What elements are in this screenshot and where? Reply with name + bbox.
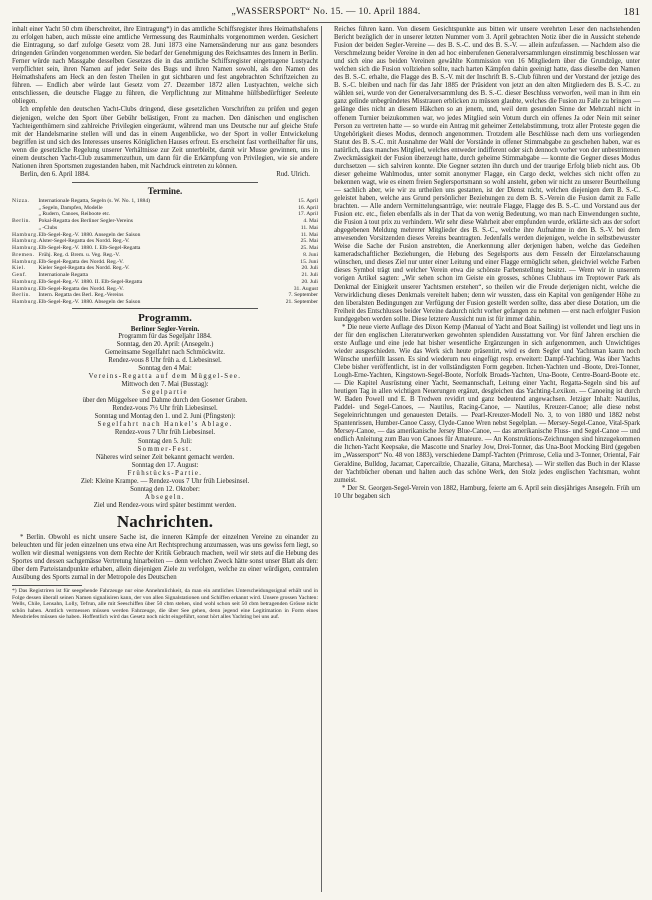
termine-event: Elb-Segel-Reg.-V. 1880. Ansegeln der Saison xyxy=(38,231,141,238)
termine-row xyxy=(12,205,318,212)
termine-place: Hamburg. xyxy=(12,278,39,285)
termine-event: Internationale Regatta, Segeln (s. W. No. 1, 1884) xyxy=(38,197,150,204)
termine-event: Intern. Regatta des Berl. Reg.-Vereins xyxy=(38,292,124,299)
termine-event: „ -Clubs xyxy=(38,224,58,231)
termine-place: Berlin. xyxy=(12,292,31,299)
programm-line: Sonntag den 4 Mai: xyxy=(138,365,192,373)
termine-event: „ Segeln, Dampfen, Modelle xyxy=(38,204,103,211)
programm-line: Sonntag den 17. August: xyxy=(131,461,199,469)
termine-date: 7. September xyxy=(288,292,318,299)
termine-place: Hamburg. xyxy=(12,238,39,245)
programm-line: Mittwoch den 7. Mai (Busstag): xyxy=(121,381,209,389)
programm-line: Sonntag den 5. Juli: xyxy=(138,437,192,445)
termine-table xyxy=(12,198,318,306)
nachrichten-paragraph: * Berlin. Obwohl es nicht unsere Sache ist, die inneren Kämpfe der einzelnen Vereine zu einander zu beleuchten und für jeden einzelnen uns etwa eine Art Rechtsprechung anzumassen, was uns gewiss fern liegt, so wollen wir diesmal wenigstens von dem Rechte der Kritik Gebrauch machen, weil wir stets auf die Hebung des Sportes und dessen sachgemässe Vertretung hinarbeiten — denn welchen Zweck hätte sonst unser Blatt als den: über dem Parteistandpunkte erhaben, allein diejenigen Ziele zu verfolgen, welche zu einer würdigen, centralen Ausübung des Sports zumal in der Metropole des Deutschen xyxy=(12,533,318,582)
termine-row xyxy=(12,245,318,252)
programm-line: Gemeinsame Segelfahrt nach Schmöckwitz. xyxy=(104,348,226,356)
programm-line: über den Müggelsee und Dahme durch den Gosener Graben. xyxy=(82,397,248,405)
termine-place: Hamburg. xyxy=(12,231,39,238)
article-paragraph: Ich empfehle den deutschen Yacht-Clubs dringend, diese gesetzlichen Vorschriften zu prüfen und gegen diejenigen, welche den Sport über Gebühr belästigen, Front zu machen. Den dänischen und englischen Yachteigenthümern sind zahlreiche Privilegien eingeräumt, während man uns Deutsche nur auf gleiche Stufe mit der Handelsmarine stellen will und das in einem Augenblicke, wo der Sport in voller Entwickelung begriffen ist und sich des Interesses unseres Königlichen Hauses erfreut. Es erscheint fast vortheilhafter für uns, wenn die gesetzliche Regelung unserer Verhältnisse zur Zeit unterbleibt, damit wir Musse gewinnen, uns in einem deutschen Yacht-Club zusammenzuthun, um dann für die Erkämpfung von Privilegien, wie sie andere Nationen ihren Sportsmen zugestanden haben, mit Nachdruck eintreten zu können. xyxy=(12,106,318,170)
programm-lines xyxy=(12,333,318,510)
termine-place: Genf. xyxy=(12,272,28,279)
termine-event: Kieler Segel-Regatta des Nordd. Reg.-V. xyxy=(38,265,130,272)
section-rule xyxy=(72,308,258,309)
termine-date: 15. April xyxy=(298,197,318,204)
programm-line: Frühstücks-Partie. xyxy=(127,469,203,477)
signature-author: Rud. Ulrich. xyxy=(276,170,310,178)
termine-place xyxy=(12,225,38,232)
news-paragraph: Reiches führen kann. Von diesem Gesichtspunkte aus bitten wir unsere verehrten Leser den nachstehenden Bericht bezüglich der in unserer letzten Nummer vom 3. April gebrachten Notiz über die in Aussicht stehende Fusion der beiden Segler-Vereine — des B. S.-C. und des B. S.-V. — allein aufzufassen. — Nachdem also die Verschmelzung beider Vereine in den ad hoc einberufenen Generalversammlungen einstimmig beschlossen war und sich eine aus beiden Vereinen gewählte Kommission von 16 Mitgliedern über die Grundzüge, unter welchen sich die Fusion vollziehen sollte, nach harten Kämpfen dahin geeinigt hatte, dass dieselbe den Namen des B. S.-C. erhalte, die Flagge des B. S.-V. mit der Inschrift B. S.-Club führen und der Vorstand der jetzige des B. S.-C. bleiben und nach für das Jahr 1885 der Präsident von jetzt an den alten Mitgliedern des B. S.-C. zu wählen sei, wurde von der Generalversammlung des B. S.-C. dieser Beschluss verworfen, weil man in ihm ein ganz gelinde unbegründetes Misstrauen erblicken zu müssen glaubte, welches die Fusion zu Falle zu bringen — gelänge dies nicht an diesem Häkchen so an jenem, und, weil dem gesunden Sinne der Mehrzahl nicht in offenem Turnier beizukommen war, wo jedes Mitglied sein Votum durch ein offenes Ja oder Nein mit seiner Person zu vertreten hatte — so wurde ein Antrag mit geheimer Zettelabstimmung, trotz aller Proteste gegen die Ungehörigkeit dieses Modus, dennoch angenommen. Trotzdem alle Beschlüsse nach dem uns vorliegenden Statut des B. S.-C. mit Ausnahme der Wahl der Vorstände in offener Stimmabgabe zu geschehen haben, war es natürlich, dass manches Mitglied, welches entweder indifferent oder sich dennoch vorher von der unbestrittenen Zweckmässigkeit der Fusion überzeugt hatte, durch geheime Stimmabgabe — konnte die Gegner dieses Modus durchsetzen — sich salviren konnte. Die Gegner setzten ihn durch und der traurige Erfolg blieb nicht aus. Ob dieser geheime Wahlmodus, unter somit anonymer Flagge, ein Cargo deckt, welches sich nicht offen zu bekennen wagt, wie es einem freien Seglersportsmann so wohl ansteht, geben wir nicht zu unserer Beurtheilung — sachlich aber, wie wir zu urtheilen uns gestatten, ist der Dienst nicht, welchen diejenigen dem B. S.-C. geleistet haben, welche aus Grund persönlicher Beziehungen zu dem B. S.-Verein die Fusion damit zu Falle brachten. — Alle andern Vermittelungsanträge, wie: neutrale Flagge, Flagge des B. S.-C. und Vorstand aus der Fusion etc. etc., fielen ebenfalls als in der That da von wenig Bedeutung, wo man nach Einwendungen suchte, die Fusion à tout prix zu verhindern. Wir sehr diese Wahrheit aber empfunden wurde, erklärte sich aus der sofort abgegebenen Meldung mehrerer Mitglieder des B. S.-C., welche ihre Aufnahme in den B. S.-V. bei dem anwesenden Vorsitzenden dieses Vereins beantragten. Jedenfalls werden diejenigen, welche in selbstbewusster Weise die Sache der Fusion anstrebten, die Anerkennung aller derjenigen haben, welche das Gedeihen kameradschaftlicher Beziehungen, die Hebung des Segelsports aus dem Fesseln der Einzelanschauung wünschen, und dieses Ziel nur unter einer Leitung und einer Flagge ermöglicht sehen, gleichviel welche Farben dieses Symbol trägt und welcher Verein etwa die schönste Farbenstellung besitzt. — Wenn wir in unserem vorigen Artikel sagten: „Wir sehen schon im Geiste ein grosses, schönes Clubhaus im Treptower Park als Denkmal der Einigkeit unserer Yachtsmen erstehen“, so theilen wir die Freude derjenigen nicht, welche die Verwirklichung dieses Denkmals vereitelt haben; denn wir wussten, dass ein Kapital von genügender Höhe zu den liberalsten Bedingungen zur Verfügung der Fusion gestellt werden sollte, dass aber diese Dotation, um die Freiheit des Entschlusses beider Vereine dadurch nicht vorher gefangen zu nehmen — erst nach erfolgter Fusion kundgegeben werden sollte. Diese letztere Aussicht nun ist für immer dahin. xyxy=(334,26,640,323)
programm-line: Rendez-vous 8 Uhr früh a. d. Liebesinsel. xyxy=(108,357,222,365)
termine-date: 11. Mai xyxy=(300,224,318,231)
programm-line: Ziel: Kleine Krampe. — Rendez-vous 7 Uhr früh Liebesinsel. xyxy=(80,477,250,485)
programm-line: Rendez-vous 7 Uhr früh Liebesinsel. xyxy=(114,429,216,437)
termine-row xyxy=(12,279,318,286)
termine-row xyxy=(12,198,318,205)
termine-row xyxy=(12,252,318,259)
termine-heading: Termine. xyxy=(147,185,183,196)
termine-place: Hamburg. xyxy=(12,299,39,306)
termine-date: 31. August xyxy=(293,285,318,292)
section-rule xyxy=(72,182,258,183)
termine-row xyxy=(12,211,318,218)
termine-event: Elb-Segel-Reg.-V. 1880. II. Elb-Segel-Regatta xyxy=(38,278,143,285)
programm-subheading: Berliner Segler-Verein. xyxy=(130,324,200,333)
termine-place: Hamburg. xyxy=(12,245,39,252)
termine-place: Nizza. xyxy=(12,197,30,204)
news-paragraph: * Der St. Georgen-Segel-Verein von 1882, Hamburg, feierte am 6. April sein diesjähriges Ansegeln. Früh um 10 Uhr begaben sich xyxy=(334,484,640,500)
left-column xyxy=(12,26,318,620)
termine-event: Alster-Segel-Regatta des Nordd. Reg.-V. xyxy=(38,238,130,245)
footnote: *) Das Registriren ist für seegehende Fahrzeuge nur eine Annehmlichkeit, da man ein amtliches Unterscheidungssignal erhält und in Folge dessen überall seinen Namen signalisiren kann, der von allen Signalstationen und Schiffen erkannt wird. Unsere grossen Yachten: Wells, Chile, Lensahn, Lolly, Tefrun, alle mit Seeschiffen über 50 cbm stehen, sind wohl schon seit 50 cbm betragenden Grösse nicht schön haben. Amtlich vermessen müssen werden Fahrzeuge, die über See gehen, denn jegend eine Legitimation in Form eines Messbriefes müssen sie haben. Hoffentlich wird das Gesetz noch nicht eingeführt, sonst hört alles Yachting bei uns auf. xyxy=(12,588,318,621)
termine-row xyxy=(12,238,318,245)
termine-row xyxy=(12,299,318,306)
programm-line: Sommer-Fest. xyxy=(137,445,193,453)
termine-row xyxy=(12,225,318,232)
termine-row xyxy=(12,272,318,279)
signature-place-date: Berlin, den 6. April 1884. xyxy=(20,170,90,178)
news-paragraph: * Die neue vierte Auflage des Dixon Kemp (Manual of Yacht and Boat Sailing) ist vollendet und liegt uns in der für den englischen Literaturwerken gewohnten splendiden Ausstattung vor. Vor fünf Jahren erschien die erste Auflage und eine jede hat bisher wesentliche Ergänzungen in sich aufgenommen, auch Unwichtiges wieder ausgeschieden. Wie das Werk sich heute präsentirt, wird es dem Segler und Yachtsman kaum noch Wünsche unerfüllt lassen. Es sind wiederum neu eingefügt resp. erweitert: Dampf-Yachting. Was über Yachts Clebe bisher veröffentlicht, ist in der vollständigsten Form gegeben. Itchen-Yachten und -Boote, Drei-Tonner, Lough-Erne-Yachten, Kingstown-Segel-Boote, Norfolk Broads-Yachten, Una-Boote, Centre-Board-Boote etc. — Die Kapitel Ausrüstung einer Yacht, Seemannschaft, Leitung einer Yacht, Regatta-Segeln sind bis auf heutigen Tag in allen wichtigen Neuerungen ergänzt, desgleichen das Yachting-Lexikon. — Canoeing ist durch W. Baden Powell und E. B Tredwen revidirt und ganz bedeutend angewachsen. Jetziger Inhalt: Nautilus, Paddel- und Segel-Canoes, — Nautilus, Racing-Canoe, — Nautilus, Kreuzer-Canoe; alle diese nebst Segeleinrichtungen und genauesten Details. — Pearl-Kreuzer-Modell No. 3, to von 1880 und 1882 nebst Spantenrissen, Humber-Canoe Cassy, Clyde-Canoe Wren nebst Segelplan. — Mersey-Segel-Canoe, Vital-Spark Mersey-Canoe, — das amerikanische Jersey Blue-Canoe, — das amerikanische Fluss- und Segel-Canoe — und endlich Anleitung zum Bau von Canoes für Amateure. — An Konstruktions-Zeichnungen sind hinzugekommen die Itchen-Yacht Keepsake, die Mascotte und Snarley Jow, Drei-Tonner, das Una-Boot Mocking Bird (gegeben im „Wassersport“ No. 48 von 1883), verschiedene Dampf-Yachten (Primrose, Celia und 3-Tonner, Oriental, Fair Geraldine, Bulldog, Jacamar, Capercailzie, Chazalie, Gitana, Marchesa). — Wir stellen das Buch in der Klasse der Yachtbücher obenan und halten auch das schöne Werk, den Stolz jedes englischen Yachtsman, wohnt zumeist. xyxy=(334,323,640,484)
running-header xyxy=(12,6,640,23)
programm-heading: Programm. xyxy=(138,311,192,324)
termine-event: Pokal-Regatta des Berliner Segler-Vereins xyxy=(38,218,133,225)
programm-line: Absegeln. xyxy=(145,493,185,501)
footnote-rule xyxy=(12,585,82,586)
termine-row xyxy=(12,292,318,299)
termine-row xyxy=(12,232,318,239)
programm-line: Näheres wird seiner Zeit bekannt gemacht werden. xyxy=(95,453,235,461)
termine-place: Bremen. xyxy=(12,251,35,258)
termine-event: Elb-Segel-Regatta des Nordd. Reg.-V. xyxy=(38,258,124,265)
programm-line: Segelpartie xyxy=(142,389,188,397)
termine-date: 4. Mai xyxy=(303,218,318,225)
termine-date: 20. Juli xyxy=(301,278,318,285)
termine-row xyxy=(12,218,318,225)
right-column xyxy=(334,26,640,501)
termine-row xyxy=(12,286,318,293)
termine-date: 17. April xyxy=(298,211,318,218)
termine-place: Hamburg. xyxy=(12,285,39,292)
programm-line: Programm für das Segeljahr 1884. xyxy=(118,332,212,340)
termine-date: 11. Mai xyxy=(300,231,318,238)
programm-line: Sonntag und Montag den 1. und 2. Juni (Pfingsten): xyxy=(94,413,236,421)
programm-line: Segelfahrt nach Hankel's Ablage. xyxy=(97,421,233,429)
termine-date: 20. Juli xyxy=(301,265,318,272)
termine-event: Frühj. Reg. d. Brem. u. Veg. Reg.-V. xyxy=(38,251,120,258)
termine-event: Internationale Regatta xyxy=(38,272,88,279)
nachrichten-heading: Nachrichten. xyxy=(116,511,214,531)
termine-place: Berlin. xyxy=(12,218,31,225)
article-signature xyxy=(20,171,310,179)
programm-line: Ziel und Rendez-vous wird später bestimmt werden. xyxy=(93,501,237,509)
termine-date: 16. April xyxy=(298,204,318,211)
programm-line: Sonntag, den 20. April: (Ansegeln.) xyxy=(116,340,214,348)
termine-event: „ Rudern, Canoes, Reiboote etc. xyxy=(38,211,111,218)
running-title: „WASSERSPORT“ No. 15. — 10. April 1884. xyxy=(231,7,421,17)
termine-date: 15. Juni xyxy=(300,258,318,265)
termine-date: 21. September xyxy=(285,299,318,306)
programm-line: Sonntag den 12. Oktober: xyxy=(130,485,200,493)
termine-date: 21. Juli xyxy=(301,272,318,279)
termine-event: Elb-Segel-Reg.-V. 1880. I. Elb-Segel-Regatta xyxy=(38,245,141,252)
termine-row xyxy=(12,265,318,272)
termine-place xyxy=(12,205,38,212)
column-divider xyxy=(321,26,322,892)
termine-event: Elb-Segel-Reg.-V. 1880. Absegeln der Saison xyxy=(38,299,141,306)
termine-place: Hamburg. xyxy=(12,258,39,265)
page-number: 181 xyxy=(623,6,640,18)
article-paragraph: inhalt einer Yacht 50 cbm überschreitet, ihre Eintragung*) in das amtliche Schiffsregister ihres Heimathshafens zu erfolgen haben, auch müsste eine amtliche Vermessung des Rauminhalts vorgenommen werden. Gesichert die Eintragung, so darf zufolge Gesetz vom 28. Juni 1873 eine Namensänderung nur aus ganz besonders dringenden Gründen vorgenommen werden. Sie bedarf der Genehmigung des Reichsamtes des Innern in Berlin. Ferner würde nach Massgabe desselben Gesetzes die in das amtliche Schiffsregister eingetragene Lustyacht verpflichtet sein, ihren Namen auf jeder Seite des Bugs und ihren Namen sowohl, als den Namen des Heimathshafens am Heck an den festen Theilen in gut sichtbaren und fest angebrachten Schriftzeichen zu führen. — Endlich aber würde laut Gesetz vom 27. Dezember 1872 allen Lustyachten, welche sich entschliessen, die deutsche Flagge zu führen, die Verpflichtung zur Mitnahme hülfsbedürftiger Seeleute obliegen. xyxy=(12,26,318,106)
programm-line: Vereins-Regatta auf dem Müggel-See. xyxy=(88,373,242,381)
termine-event: Elb-Segel-Regatta des Nordd. Reg.-V. xyxy=(38,285,124,292)
termine-row xyxy=(12,259,318,266)
termine-date: 25. Mai xyxy=(300,245,318,252)
termine-date: 8. Juni xyxy=(303,251,318,258)
termine-place: Kiel. xyxy=(12,265,26,272)
termine-place xyxy=(12,211,38,218)
programm-line: Rendez-vous 7½ Uhr früh Liebesinsel. xyxy=(112,405,218,413)
termine-date: 25. Mai xyxy=(300,238,318,245)
